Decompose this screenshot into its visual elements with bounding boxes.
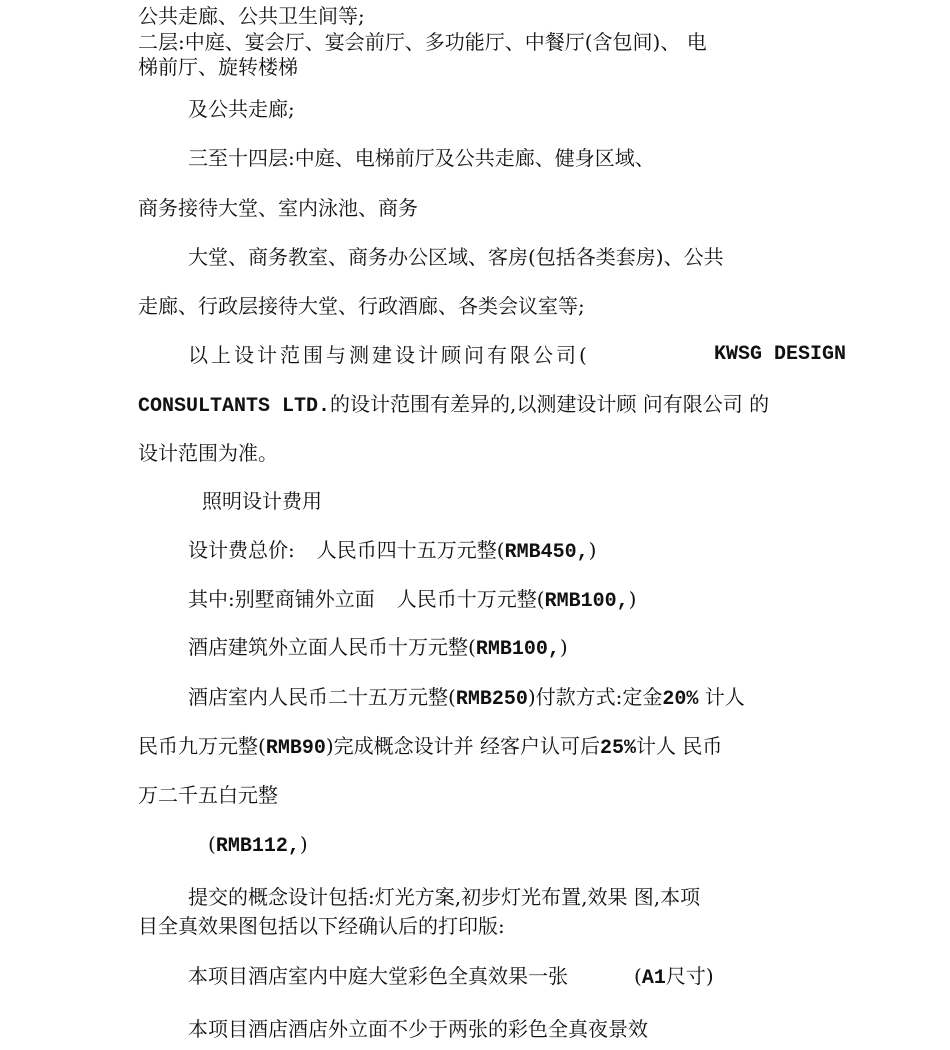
text-line-18: 万二千五白元整 <box>138 783 278 807</box>
text-line-7: 大堂、商务教室、商务办公区域、客房(包括各类套房)、公共 <box>188 245 724 269</box>
text-line-6: 商务接待大堂、室内泳池、商务 <box>138 196 418 220</box>
text-line-14: 其中:别墅商铺外立面 人民币十万元整(RMB100,) <box>188 587 637 613</box>
text-line-22: 本项目酒店室内中庭大堂彩色全真效果一张 (A1尺寸) <box>188 964 714 990</box>
text-line-17: 民币九万元整(RMB90)完成概念设计并 经客户认可后25%计人 民币 <box>138 734 723 760</box>
text-line-20: 提交的概念设计包括:灯光方案,初步灯光布置,效果 图,本项 <box>188 885 701 909</box>
text-line-11: 设计范围为准。 <box>138 441 278 465</box>
text-line-9: 以上设计范围与测建设计顾问有限公司( KWSG DESIGN <box>188 343 846 367</box>
text-line-19: (RMB112,) <box>208 832 308 858</box>
text-line-2: 二层:中庭、宴会厅、宴会前厅、多功能厅、中餐厅(含包间)、 电 <box>138 30 707 54</box>
text-line-3: 梯前厅、旋转楼梯 <box>138 55 298 79</box>
text-line-10: CONSULTANTS LTD.的设计范围有差异的,以测建设计顾 问有限公司 的 <box>138 392 770 418</box>
text-line-1: 公共走廊、公共卫生间等; <box>138 4 365 28</box>
text-line-13: 设计费总价: 人民币四十五万元整(RMB450,) <box>188 538 597 564</box>
text-line-5: 三至十四层:中庭、电梯前厅及公共走廊、健身区域、 <box>188 146 655 170</box>
text-line-15: 酒店建筑外立面人民币十万元整(RMB100,) <box>188 635 568 661</box>
text-line-21: 目全真效果图包括以下经确认后的打印版: <box>138 914 505 938</box>
text-line-8: 走廊、行政层接待大堂、行政酒廊、各类会议室等; <box>138 294 585 318</box>
text-line-23: 本项目酒店酒店外立面不少于两张的彩色全真夜景效 <box>188 1017 648 1041</box>
text-line-16: 酒店室内人民币二十五万元整(RMB250)付款方式:定金20% 计人 <box>188 685 745 711</box>
section-heading: 照明设计费用 <box>202 489 322 513</box>
text-line-4: 及公共走廊; <box>188 97 295 121</box>
